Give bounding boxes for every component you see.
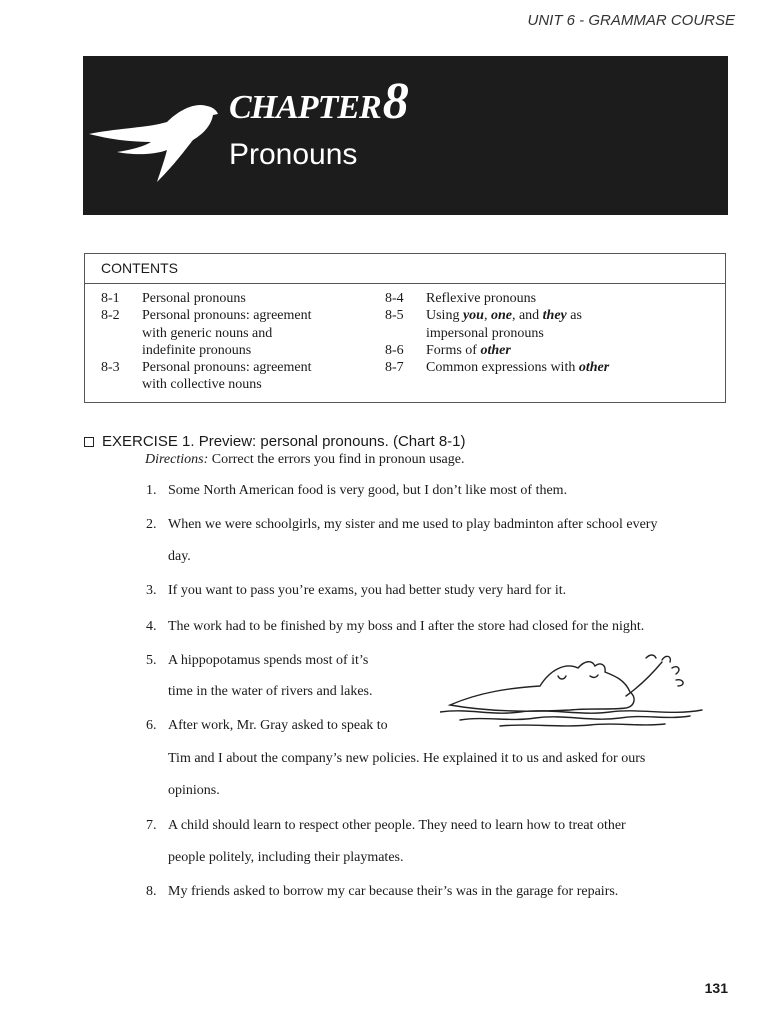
toc-item-8-6: 8-6 Forms of other — [385, 342, 511, 358]
exercise-item-4: 4. The work had to be finished by my boss and I after the store had closed for the night. — [146, 619, 645, 634]
swallow-icon — [87, 92, 222, 187]
toc-item-8-4: 8-4 Reflexive pronouns — [385, 291, 537, 306]
chapter-heading — [229, 72, 409, 131]
exercise-item-5-continuation: time in the water of rivers and lakes. — [168, 684, 373, 699]
chapter-banner — [83, 56, 728, 215]
toc-item-8-1: 8-1 Personal pronouns — [101, 291, 246, 306]
exercise-directions: Directions: Correct the errors you find in pronoun usage. — [145, 452, 465, 467]
chapter-title: Pronouns — [229, 138, 358, 171]
exercise-item-6: 6. After work, Mr. Gray asked to speak to — [146, 718, 388, 733]
contents-left-column — [101, 290, 371, 394]
toc-item-8-7: 8-7 Common expressions with other — [385, 360, 610, 376]
chapter-number: 8 — [382, 73, 409, 130]
contents-right-column — [385, 290, 715, 376]
page-number: 131 — [704, 980, 728, 996]
exercise-item-6-continuation-1: Tim and I about the company’s new policies. He explained it to us and asked for ours — [168, 751, 646, 766]
exercise-item-2-continuation: day. — [168, 549, 191, 564]
toc-item-8-5: 8-5 Using you, one, and they as impersonal pronouns — [385, 308, 582, 341]
contents-heading: CONTENTS — [85, 254, 725, 284]
toc-item-8-2: 8-2 Personal pronouns: agreement with generic nouns and indefinite pronouns — [101, 308, 312, 358]
exercise-item-7-continuation: people politely, including their playmates. — [168, 850, 404, 865]
exercise-item-1: 1. Some North American food is very good, but I don’t like most of them. — [146, 483, 568, 498]
exercise-item-7: 7. A child should learn to respect other people. They need to learn how to treat other — [146, 818, 626, 833]
exercise-checkbox[interactable] — [84, 437, 94, 447]
exercise-item-6-continuation-2: opinions. — [168, 783, 220, 798]
exercise-item-2: 2. When we were schoolgirls, my sister and me used to play badminton after school every — [146, 517, 658, 532]
toc-item-8-3: 8-3 Personal pronouns: agreement with collective nouns — [101, 360, 312, 393]
exercise-item-5: 5. A hippopotamus spends most of it’s — [146, 653, 369, 668]
exercise-heading — [84, 433, 466, 450]
unit-header: UNIT 6 - GRAMMAR COURSE — [527, 12, 735, 29]
exercise-title: EXERCISE 1. Preview: personal pronouns. (Chart 8-1) — [102, 433, 466, 450]
chapter-word: CHAPTER — [229, 89, 381, 126]
exercise-item-8: 8. My friends asked to borrow my car because their’s was in the garage for repairs. — [146, 884, 619, 899]
exercise-item-3: 3. If you want to pass you’re exams, you had better study very hard for it. — [146, 583, 567, 598]
contents-box — [84, 253, 726, 403]
hippo-illustration — [440, 650, 705, 730]
